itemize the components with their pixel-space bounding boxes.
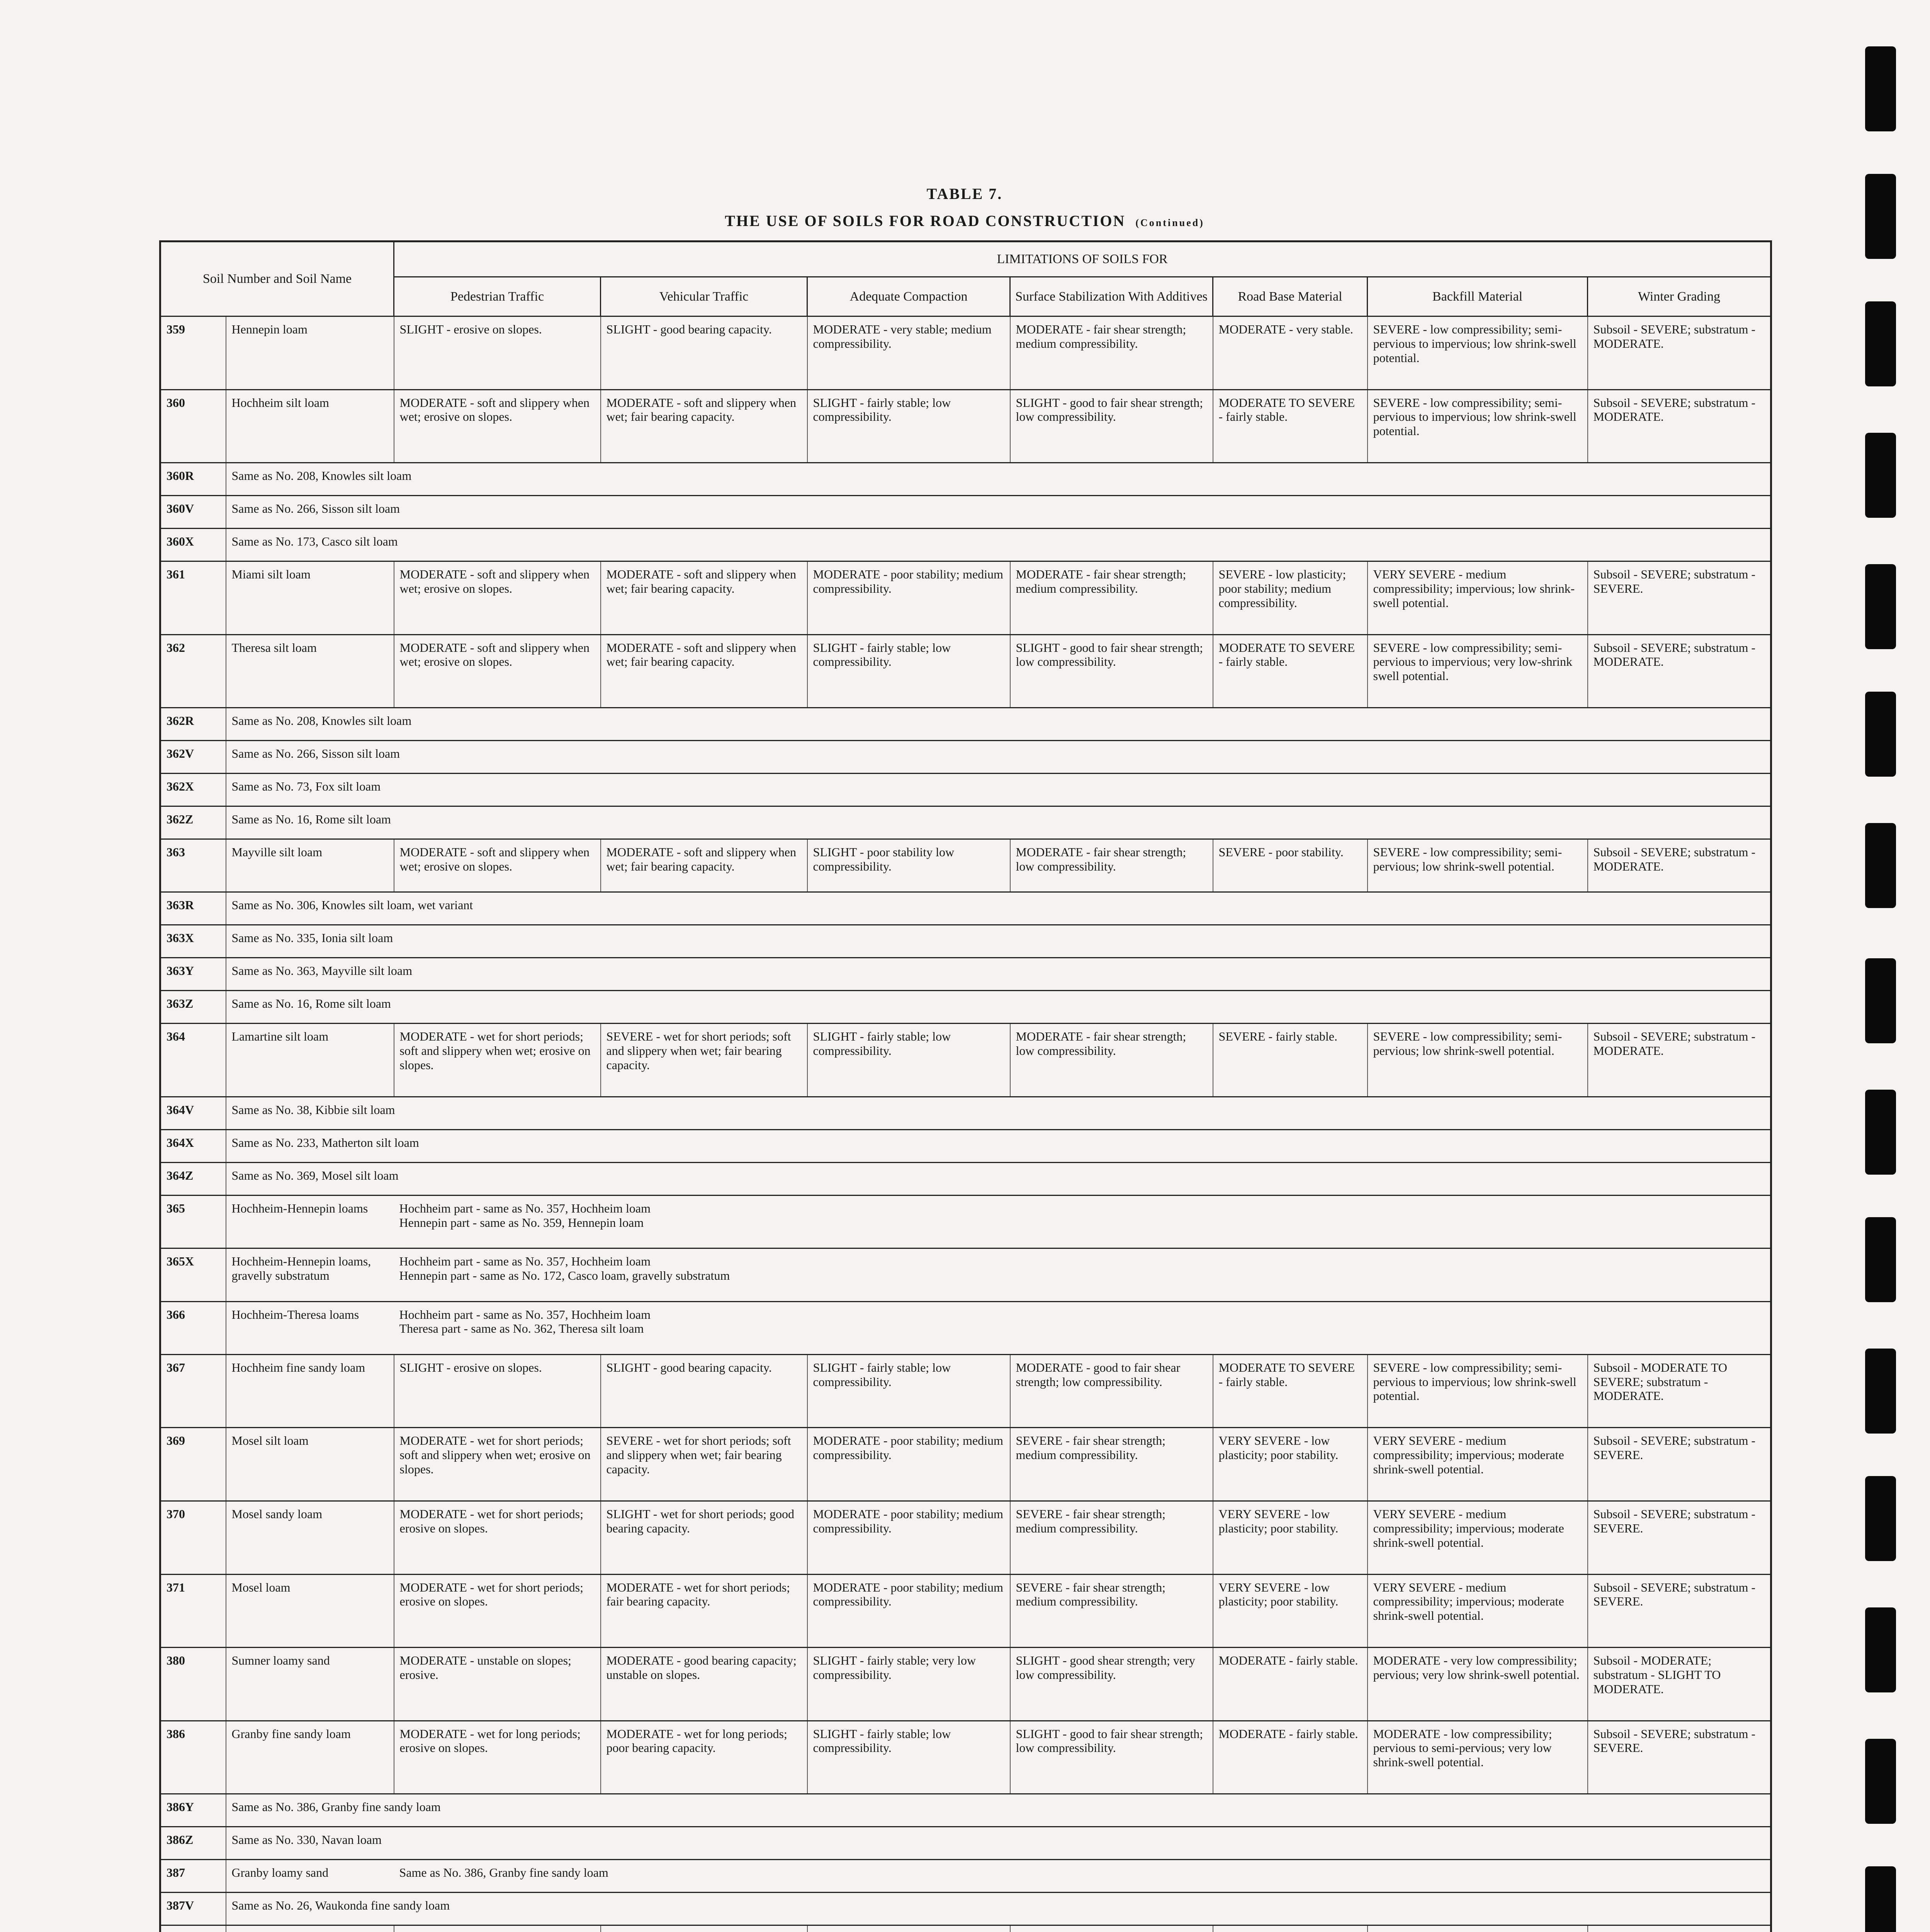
cell-compaction: SLIGHT - poor stability low compressibility. xyxy=(807,839,1010,892)
cell-compaction: MODERATE - poor stability; medium compressibility. xyxy=(807,1428,1010,1501)
same-as-reference: Same as No. 38, Kibbie silt loam xyxy=(226,1097,1771,1130)
cell-road-base: MODERATE - fairly stable. xyxy=(1213,1721,1368,1794)
same-as-reference: Same as No. 233, Matherton silt loam xyxy=(226,1129,1771,1162)
binder-mark xyxy=(1865,1607,1896,1692)
col-header-pedestrian: Pedestrian Traffic xyxy=(394,277,601,316)
cell-stabilization xyxy=(1010,1925,1213,1932)
cell-vehicular: MODERATE - good bearing capacity; unstable on slopes. xyxy=(601,1648,807,1721)
table-row xyxy=(160,1354,1771,1428)
table-row xyxy=(160,561,1771,635)
soil-name: Hochheim silt loam xyxy=(226,389,394,463)
soil-name: Theresa silt loam xyxy=(226,634,394,708)
soil-number: 364 xyxy=(160,1024,226,1097)
cell-backfill: MODERATE - very low compressibility; pervious; very low shrink-swell potential. xyxy=(1368,1648,1588,1721)
cell-stabilization: SEVERE - fair shear strength; medium compressibility. xyxy=(1010,1574,1213,1648)
soil-number: 386 xyxy=(160,1721,226,1794)
soil-number: 363 xyxy=(160,839,226,892)
table-row xyxy=(160,1893,1771,1925)
table-row xyxy=(160,1648,1771,1721)
soil-number: 359 xyxy=(160,316,226,390)
component-part: Hochheim part - same as No. 357, Hochheim loam xyxy=(399,1254,651,1269)
same-as-reference: Same as No. 363, Mayville silt loam xyxy=(226,958,1771,991)
soil-number: 367 xyxy=(160,1354,226,1428)
soil-number: 386Z xyxy=(160,1827,226,1860)
soil-name: Miami silt loam xyxy=(226,561,394,635)
col-header-vehicular: Vehicular Traffic xyxy=(601,277,807,316)
cell-stabilization: SEVERE - fair shear strength; medium compressibility. xyxy=(1010,1428,1213,1501)
cell-backfill: SEVERE - low compressibility; semi-pervious to impervious; low shrink-swell potential. xyxy=(1368,389,1588,463)
same-as-reference: Same as No. 335, Ionia silt loam xyxy=(226,925,1771,958)
table-row xyxy=(160,496,1771,529)
table-row xyxy=(160,634,1771,708)
table-number: TABLE 7. xyxy=(926,185,1003,202)
cell-backfill: VERY SEVERE - medium compressibility; impervious; moderate shrink-swell potential. xyxy=(1368,1501,1588,1574)
table-row xyxy=(160,1827,1771,1860)
soil-number: 360R xyxy=(160,463,226,496)
cell-vehicular: MODERATE - wet for short periods; fair bearing capacity. xyxy=(601,1574,807,1648)
cell-pedestrian: MODERATE - soft and slippery when wet; erosive on slopes. xyxy=(394,389,601,463)
table-row xyxy=(160,1248,1771,1301)
table-row xyxy=(160,1024,1771,1097)
cell-winter-grading: Subsoil - SEVERE; substratum - SEVERE. xyxy=(1588,1721,1771,1794)
cell-backfill: SEVERE - low compressibility; semi-pervious to impervious; low shrink-swell potential. xyxy=(1368,316,1588,390)
binder-mark xyxy=(1865,174,1896,259)
cell-backfill: VERY SEVERE - medium compressibility; impervious; moderate shrink-swell potential. xyxy=(1368,1428,1588,1501)
soil-number: 361 xyxy=(160,561,226,635)
soil-name: Hochheim-Hennepin loams xyxy=(226,1195,394,1248)
table-row xyxy=(160,1097,1771,1130)
table-row xyxy=(160,1501,1771,1574)
soil-name: Hochheim-Hennepin loams, gravelly substratum xyxy=(226,1248,394,1301)
soil-name xyxy=(226,1925,394,1932)
table-row xyxy=(160,389,1771,463)
cell-stabilization: MODERATE - fair shear strength; low compressibility. xyxy=(1010,1024,1213,1097)
table-row xyxy=(160,892,1771,925)
cell-compaction: MODERATE - very stable; medium compressibility. xyxy=(807,316,1010,390)
soil-name: Mosel silt loam xyxy=(226,1428,394,1501)
cell-winter-grading: Subsoil - SEVERE; substratum - MODERATE. xyxy=(1588,839,1771,892)
road-construction-table xyxy=(159,240,1772,1932)
cell-pedestrian: MODERATE - wet for long periods; erosive on slopes. xyxy=(394,1721,601,1794)
table-row xyxy=(160,1301,1771,1354)
binder-mark xyxy=(1865,301,1896,386)
limitations-header: LIMITATIONS OF SOILS FOR xyxy=(394,242,1771,277)
soil-name: Granby loamy sand xyxy=(226,1860,394,1893)
soil-number: 366 xyxy=(160,1301,226,1354)
soil-number: 364Z xyxy=(160,1162,226,1195)
cell-road-base: VERY SEVERE - low plasticity; poor stability. xyxy=(1213,1428,1368,1501)
cell-road-base: VERY SEVERE - low plasticity; poor stability. xyxy=(1213,1501,1368,1574)
table-title xyxy=(159,212,1770,230)
cell-vehicular: MODERATE - soft and slippery when wet; fair bearing capacity. xyxy=(601,561,807,635)
same-as-reference: Same as No. 173, Casco silt loam xyxy=(226,529,1771,561)
cell-vehicular: MODERATE - soft and slippery when wet; fair bearing capacity. xyxy=(601,839,807,892)
cell-compaction: MODERATE - poor stability; medium compressibility. xyxy=(807,1501,1010,1574)
soil-number: 363R xyxy=(160,892,226,925)
cell-backfill: SEVERE - low compressibility; semi-pervious; low shrink-swell potential. xyxy=(1368,1024,1588,1097)
cell-vehicular: MODERATE - wet for long periods; poor bearing capacity. xyxy=(601,1721,807,1794)
cell-road-base: SEVERE - poor stability. xyxy=(1213,839,1368,892)
binder-mark xyxy=(1865,1739,1896,1824)
table-row xyxy=(160,1860,1771,1893)
table-row xyxy=(160,463,1771,496)
cell-road-base: MODERATE TO SEVERE - fairly stable. xyxy=(1213,1354,1368,1428)
cell-backfill: SEVERE - low compressibility; semi-pervious to impervious; very low-shrink swell potential. xyxy=(1368,634,1588,708)
cell-vehicular: SEVERE - wet for short periods; soft and slippery when wet; fair bearing capacity. xyxy=(601,1024,807,1097)
soil-number: 362R xyxy=(160,708,226,741)
binder-mark xyxy=(1865,823,1896,908)
table-row xyxy=(160,741,1771,774)
table-row xyxy=(160,1574,1771,1648)
soil-number: 363Z xyxy=(160,991,226,1024)
cell-winter-grading: Subsoil - SEVERE; substratum - MODERATE. xyxy=(1588,634,1771,708)
soil-number xyxy=(160,1925,226,1932)
cell-vehicular: SLIGHT - wet for short periods; good bearing capacity. xyxy=(601,1501,807,1574)
cell-compaction: SLIGHT - fairly stable; low compressibility. xyxy=(807,634,1010,708)
soil-number: 386Y xyxy=(160,1794,226,1827)
binder-mark xyxy=(1865,1866,1896,1932)
cell-stabilization: SLIGHT - good to fair shear strength; low compressibility. xyxy=(1010,634,1213,708)
cell-stabilization: SEVERE - fair shear strength; medium compressibility. xyxy=(1010,1501,1213,1574)
same-as-reference: Same as No. 208, Knowles silt loam xyxy=(226,708,1771,741)
soil-number: 362V xyxy=(160,741,226,774)
table-row xyxy=(160,316,1771,390)
cell-backfill: SEVERE - low compressibility; semi-pervious to impervious; low shrink-swell potential. xyxy=(1368,1354,1588,1428)
component-part: Theresa part - same as No. 362, Theresa silt loam xyxy=(399,1321,644,1336)
cell-pedestrian: MODERATE - soft and slippery when wet; erosive on slopes. xyxy=(394,561,601,635)
component-parts xyxy=(394,1248,1771,1301)
table-body xyxy=(160,316,1771,1932)
component-part: Hochheim part - same as No. 357, Hochheim loam xyxy=(399,1201,651,1215)
binder-mark xyxy=(1865,692,1896,777)
soil-name: Mosel loam xyxy=(226,1574,394,1648)
table-title-text: THE USE OF SOILS FOR ROAD CONSTRUCTION xyxy=(725,212,1126,230)
table-row xyxy=(160,529,1771,561)
table-row xyxy=(160,1925,1771,1932)
cell-winter-grading: Subsoil - SEVERE; substratum - SEVERE. xyxy=(1588,1574,1771,1648)
component-part: Hennepin part - same as No. 172, Casco loam, gravelly substratum xyxy=(399,1269,730,1283)
soil-number: 362Z xyxy=(160,806,226,839)
cell-backfill xyxy=(1368,1925,1588,1932)
soil-number: 362 xyxy=(160,634,226,708)
component-parts xyxy=(394,1195,1771,1248)
same-as-reference: Same as No. 369, Mosel silt loam xyxy=(226,1162,1771,1195)
cell-pedestrian: MODERATE - wet for short periods; erosive on slopes. xyxy=(394,1501,601,1574)
cell-backfill: SEVERE - low compressibility; semi-pervious; low shrink-swell potential. xyxy=(1368,839,1588,892)
table-row xyxy=(160,774,1771,806)
same-as-reference: Same as No. 73, Fox silt loam xyxy=(226,774,1771,806)
soil-name: Lamartine silt loam xyxy=(226,1024,394,1097)
cell-stabilization: SLIGHT - good to fair shear strength; low compressibility. xyxy=(1010,1721,1213,1794)
table-row xyxy=(160,1721,1771,1794)
cell-compaction: MODERATE - poor stability; medium compressibility. xyxy=(807,1574,1010,1648)
cell-stabilization: MODERATE - fair shear strength; medium compressibility. xyxy=(1010,561,1213,635)
cell-stabilization: MODERATE - fair shear strength; low compressibility. xyxy=(1010,839,1213,892)
cell-stabilization: MODERATE - fair shear strength; medium compressibility. xyxy=(1010,316,1213,390)
binder-marks xyxy=(1865,0,1896,1932)
cell-backfill: VERY SEVERE - medium compressibility; impervious; low shrink-swell potential. xyxy=(1368,561,1588,635)
cell-pedestrian xyxy=(394,1925,601,1932)
cell-road-base: SEVERE - fairly stable. xyxy=(1213,1024,1368,1097)
soil-name: Sumner loamy sand xyxy=(226,1648,394,1721)
soil-number: 380 xyxy=(160,1648,226,1721)
binder-mark xyxy=(1865,46,1896,131)
soil-number: 365X xyxy=(160,1248,226,1301)
soil-number: 363X xyxy=(160,925,226,958)
same-as-reference: Same as No. 386, Granby fine sandy loam xyxy=(394,1860,1771,1893)
col-header-winter-grading: Winter Grading xyxy=(1588,277,1771,316)
header-row-1 xyxy=(160,242,1771,277)
binder-mark xyxy=(1865,1476,1896,1561)
cell-vehicular: SLIGHT - good bearing capacity. xyxy=(601,316,807,390)
cell-road-base: VERY SEVERE - low plasticity; poor stability. xyxy=(1213,1574,1368,1648)
cell-winter-grading: Subsoil - MODERATE; substratum - SLIGHT TO MODERATE. xyxy=(1588,1648,1771,1721)
cell-road-base: MODERATE - fairly stable. xyxy=(1213,1648,1368,1721)
soil-number: 387 xyxy=(160,1860,226,1893)
soil-number: 369 xyxy=(160,1428,226,1501)
table-row xyxy=(160,958,1771,991)
soil-number: 360V xyxy=(160,496,226,529)
cell-compaction: SLIGHT - fairly stable; low compressibility. xyxy=(807,1024,1010,1097)
cell-road-base: MODERATE TO SEVERE - fairly stable. xyxy=(1213,389,1368,463)
col-header-stabilization: Surface Stabilization With Additives xyxy=(1010,277,1213,316)
table-row xyxy=(160,1162,1771,1195)
cell-compaction: SLIGHT - fairly stable; very low compressibility. xyxy=(807,1648,1010,1721)
cell-pedestrian: MODERATE - soft and slippery when wet; erosive on slopes. xyxy=(394,634,601,708)
cell-winter-grading: Subsoil - SEVERE; substratum - SEVERE. xyxy=(1588,1501,1771,1574)
cell-winter-grading xyxy=(1588,1925,1771,1932)
same-as-reference: Same as No. 16, Rome silt loam xyxy=(226,991,1771,1024)
cell-winter-grading: Subsoil - SEVERE; substratum - MODERATE. xyxy=(1588,389,1771,463)
soil-number: 360 xyxy=(160,389,226,463)
cell-backfill: MODERATE - low compressibility; pervious to semi-pervious; very low shrink-swell potential. xyxy=(1368,1721,1588,1794)
binder-mark xyxy=(1865,1090,1896,1175)
table-row xyxy=(160,1195,1771,1248)
soil-number: 364V xyxy=(160,1097,226,1130)
cell-winter-grading: Subsoil - MODERATE TO SEVERE; substratum - MODERATE. xyxy=(1588,1354,1771,1428)
soil-header: Soil Number and Soil Name xyxy=(160,242,394,316)
same-as-reference: Same as No. 386, Granby fine sandy loam xyxy=(226,1794,1771,1827)
cell-compaction xyxy=(807,1925,1010,1932)
binder-mark xyxy=(1865,564,1896,649)
binder-mark xyxy=(1865,1217,1896,1302)
cell-pedestrian: MODERATE - wet for short periods; soft and slippery when wet; erosive on slopes. xyxy=(394,1024,601,1097)
table-row xyxy=(160,1129,1771,1162)
same-as-reference: Same as No. 16, Rome silt loam xyxy=(226,806,1771,839)
header-row-2 xyxy=(160,277,1771,316)
component-part: Hennepin part - same as No. 359, Hennepin loam xyxy=(399,1215,644,1230)
cell-road-base xyxy=(1213,1925,1368,1932)
cell-compaction: SLIGHT - fairly stable; low compressibility. xyxy=(807,389,1010,463)
cell-winter-grading: Subsoil - SEVERE; substratum - SEVERE. xyxy=(1588,561,1771,635)
same-as-reference: Same as No. 266, Sisson silt loam xyxy=(226,741,1771,774)
same-as-reference: Same as No. 266, Sisson silt loam xyxy=(226,496,1771,529)
cell-stabilization: SLIGHT - good to fair shear strength; low compressibility. xyxy=(1010,389,1213,463)
cell-pedestrian: MODERATE - wet for short periods; erosive on slopes. xyxy=(394,1574,601,1648)
soil-name: Mosel sandy loam xyxy=(226,1501,394,1574)
cell-winter-grading: Subsoil - SEVERE; substratum - MODERATE. xyxy=(1588,1024,1771,1097)
soil-name: Hennepin loam xyxy=(226,316,394,390)
soil-number: 363Y xyxy=(160,958,226,991)
col-header-backfill: Backfill Material xyxy=(1368,277,1588,316)
soil-name: Granby fine sandy loam xyxy=(226,1721,394,1794)
binder-mark xyxy=(1865,1349,1896,1434)
same-as-reference: Same as No. 208, Knowles silt loam xyxy=(226,463,1771,496)
cell-pedestrian: MODERATE - soft and slippery when wet; erosive on slopes. xyxy=(394,839,601,892)
table-row xyxy=(160,925,1771,958)
table-row xyxy=(160,839,1771,892)
cell-pedestrian: SLIGHT - erosive on slopes. xyxy=(394,316,601,390)
binder-mark xyxy=(1865,958,1896,1043)
cell-vehicular: MODERATE - soft and slippery when wet; fair bearing capacity. xyxy=(601,634,807,708)
table-row xyxy=(160,991,1771,1024)
cell-winter-grading: Subsoil - SEVERE; substratum - SEVERE. xyxy=(1588,1428,1771,1501)
binder-mark xyxy=(1865,433,1896,518)
table-row xyxy=(160,806,1771,839)
same-as-reference: Same as No. 306, Knowles silt loam, wet variant xyxy=(226,892,1771,925)
cell-vehicular: SEVERE - wet for short periods; soft and slippery when wet; fair bearing capacity. xyxy=(601,1428,807,1501)
soil-number: 365 xyxy=(160,1195,226,1248)
soil-number: 387V xyxy=(160,1893,226,1925)
cell-vehicular xyxy=(601,1925,807,1932)
same-as-reference: Same as No. 330, Navan loam xyxy=(226,1827,1771,1860)
component-parts xyxy=(394,1301,1771,1354)
cell-pedestrian: MODERATE - wet for short periods; soft and slippery when wet; erosive on slopes. xyxy=(394,1428,601,1501)
soil-name: Mayville silt loam xyxy=(226,839,394,892)
cell-compaction: SLIGHT - fairly stable; low compressibility. xyxy=(807,1354,1010,1428)
col-header-road-base: Road Base Material xyxy=(1213,277,1368,316)
cell-stabilization: SLIGHT - good shear strength; very low compressibility. xyxy=(1010,1648,1213,1721)
component-part: Hochheim part - same as No. 357, Hochheim loam xyxy=(399,1307,651,1321)
cell-road-base: SEVERE - low plasticity; poor stability; medium compressibility. xyxy=(1213,561,1368,635)
cell-backfill: VERY SEVERE - medium compressibility; impervious; moderate shrink-swell potential. xyxy=(1368,1574,1588,1648)
cell-compaction: MODERATE - poor stability; medium compressibility. xyxy=(807,561,1010,635)
cell-winter-grading: Subsoil - SEVERE; substratum - MODERATE. xyxy=(1588,316,1771,390)
same-as-reference: Same as No. 26, Waukonda fine sandy loam xyxy=(226,1893,1771,1925)
cell-pedestrian: SLIGHT - erosive on slopes. xyxy=(394,1354,601,1428)
continued-label: (Continued) xyxy=(1135,217,1205,228)
soil-number: 370 xyxy=(160,1501,226,1574)
cell-compaction: SLIGHT - fairly stable; low compressibility. xyxy=(807,1721,1010,1794)
cell-vehicular: MODERATE - soft and slippery when wet; fair bearing capacity. xyxy=(601,389,807,463)
soil-name: Hochheim-Theresa loams xyxy=(226,1301,394,1354)
table-row xyxy=(160,708,1771,741)
table-head xyxy=(160,242,1771,316)
soil-number: 360X xyxy=(160,529,226,561)
cell-road-base: MODERATE TO SEVERE - fairly stable. xyxy=(1213,634,1368,708)
soil-number: 364X xyxy=(160,1129,226,1162)
cell-vehicular: SLIGHT - good bearing capacity. xyxy=(601,1354,807,1428)
cell-stabilization: MODERATE - good to fair shear strength; low compressibility. xyxy=(1010,1354,1213,1428)
table-row xyxy=(160,1428,1771,1501)
cell-road-base: MODERATE - very stable. xyxy=(1213,316,1368,390)
table-row xyxy=(160,1794,1771,1827)
cell-pedestrian: MODERATE - unstable on slopes; erosive. xyxy=(394,1648,601,1721)
soil-number: 362X xyxy=(160,774,226,806)
soil-number: 371 xyxy=(160,1574,226,1648)
col-header-compaction: Adequate Compaction xyxy=(807,277,1010,316)
soil-name: Hochheim fine sandy loam xyxy=(226,1354,394,1428)
